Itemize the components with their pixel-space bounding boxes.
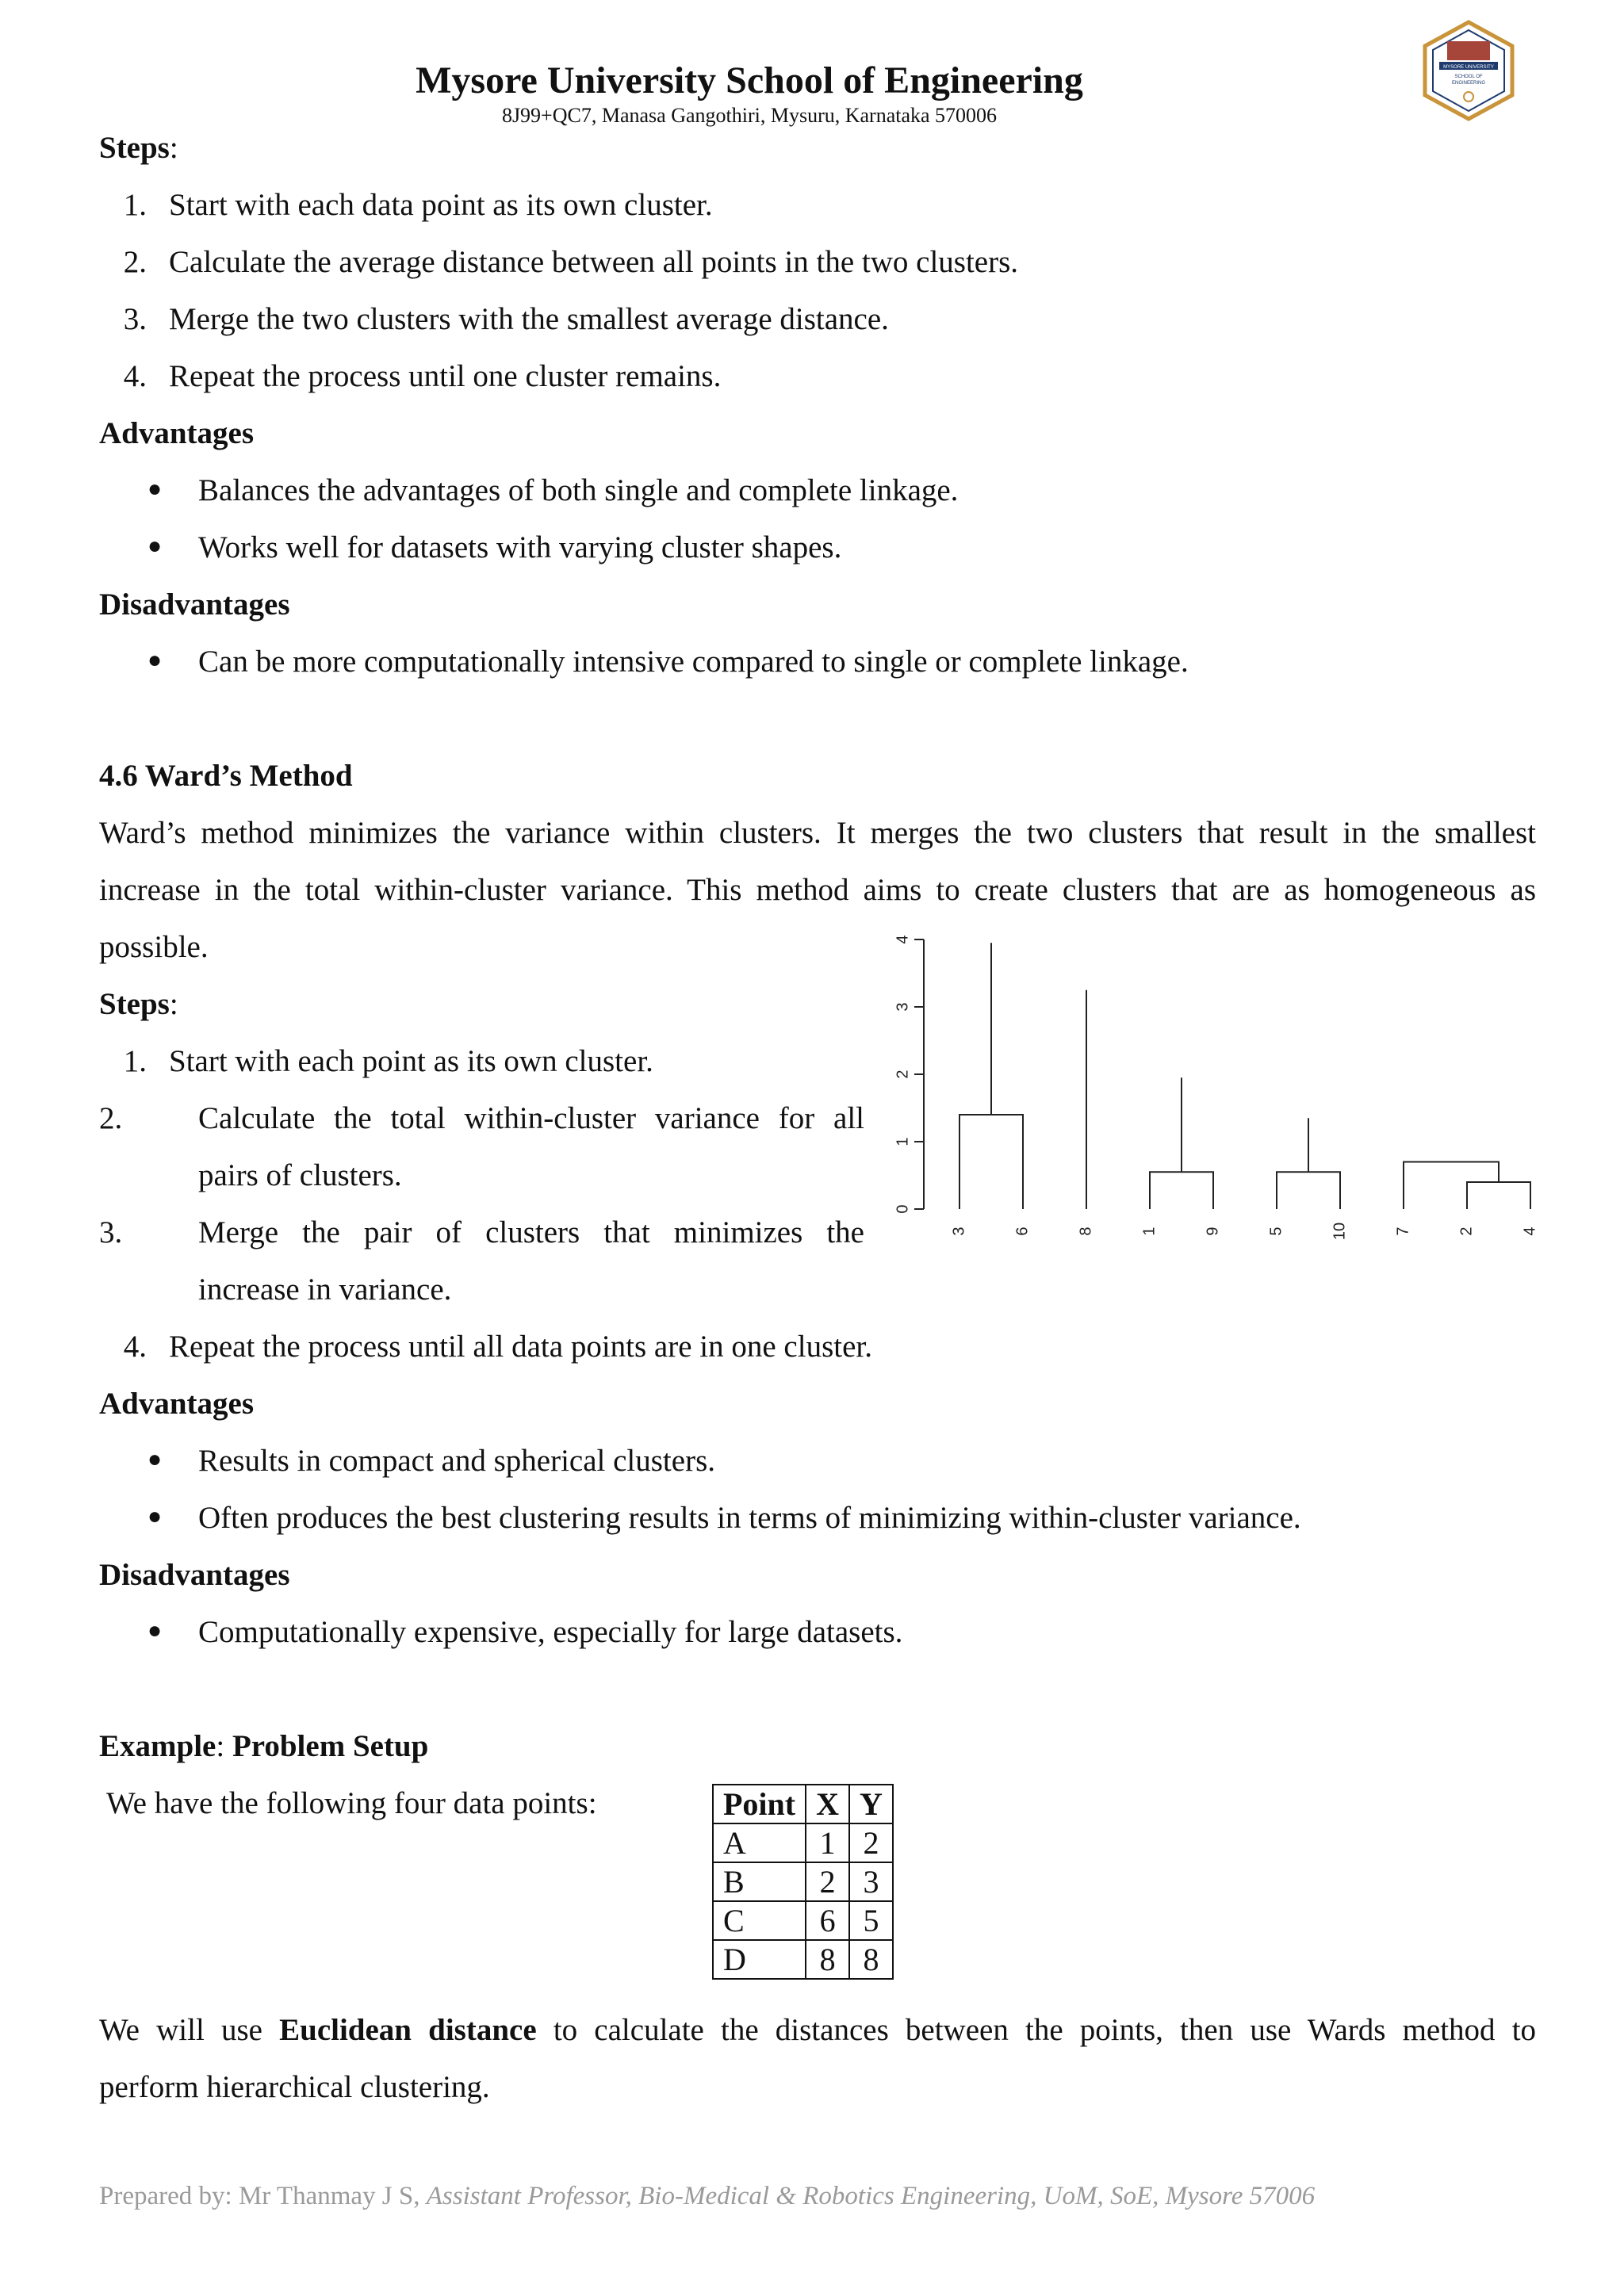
ward-heading: 4.6 Ward’s Method xyxy=(99,759,353,793)
table-cell: D xyxy=(713,1940,806,1979)
example-intro: We have the following four data points: xyxy=(106,1786,597,1820)
page-header-address: 8J99+QC7, Manasa Gangothiri, Mysuru, Karnataka 570006 xyxy=(501,104,998,127)
table-cell: 1 xyxy=(806,1823,849,1862)
ward-step-3-num: 3. xyxy=(99,1215,123,1249)
table-cell: 8 xyxy=(806,1940,849,1979)
table-cell: 2 xyxy=(806,1862,849,1901)
ward-advantage-2: Often produces the best clustering results in terms of minimizing within-cluster variance. xyxy=(198,1501,1301,1535)
avg-steps-heading: Steps: xyxy=(99,131,178,165)
leaf-label: 2 xyxy=(1457,1226,1476,1236)
bullet-icon: ● xyxy=(147,476,163,502)
ward-paragraph-line-1: Ward’s method minimizes the variance within clusters. It merges the two clusters that result in the smallest xyxy=(99,816,1536,850)
table-cell: 6 xyxy=(806,1901,849,1940)
bullet-icon: ● xyxy=(147,533,163,559)
ward-disadvantage-1: Computationally expensive, especially for large datasets. xyxy=(198,1615,903,1649)
table-cell: C xyxy=(713,1901,806,1940)
table-header-row xyxy=(713,1785,893,1823)
y-tick-label: 0 xyxy=(894,1204,912,1214)
dendrogram-link xyxy=(1467,1182,1530,1209)
bullet-icon: ● xyxy=(147,647,163,673)
table-row xyxy=(713,1940,893,1979)
logo-text-line3: ENGINEERING xyxy=(1451,81,1486,86)
university-logo xyxy=(1417,19,1520,122)
ward-step-3-line-2: increase in variance. xyxy=(198,1272,452,1307)
dendrogram-link xyxy=(1404,1162,1499,1210)
data-points-table xyxy=(712,1784,894,1980)
table-cell: A xyxy=(713,1823,806,1862)
ward-step-4: 4. Repeat the process until all data points are in one cluster. xyxy=(123,1330,872,1364)
avg-disadvantage-1: Can be more computationally intensive compared to single or complete linkage. xyxy=(198,645,1189,679)
avg-advantage-1: Balances the advantages of both single and complete linkage. xyxy=(198,473,959,507)
table-header-cell: Y xyxy=(849,1785,893,1823)
dendrogram-link xyxy=(1277,1172,1340,1209)
avg-step-3: 3. Merge the two clusters with the smallest average distance. xyxy=(123,302,889,336)
page-footer: Prepared by: Mr Thanmay J S, Assistant Professor, Bio-Medical & Robotics Engineering, UoM, SoE, Mysore 57006 xyxy=(99,2182,1316,2210)
ward-advantage-1: Results in compact and spherical clusters. xyxy=(198,1444,715,1478)
dendrogram-link xyxy=(959,1115,1023,1209)
bullet-icon: ● xyxy=(147,1503,163,1529)
y-tick-label: 1 xyxy=(894,1137,912,1146)
table-header-cell: X xyxy=(806,1785,849,1823)
avg-step-2: 2. Calculate the average distance between all points in the two clusters. xyxy=(123,245,1019,279)
avg-advantage-2: Works well for datasets with varying cluster shapes. xyxy=(198,530,842,564)
table-row xyxy=(713,1901,893,1940)
leaf-label: 1 xyxy=(1140,1226,1159,1236)
ward-steps-heading: Steps: xyxy=(99,987,178,1021)
avg-step-4: 4. Repeat the process until one cluster remains. xyxy=(123,359,722,393)
example-closing-line-2: perform hierarchical clustering. xyxy=(99,2070,490,2104)
table-header-cell: Point xyxy=(713,1785,806,1823)
example-heading: Example: Problem Setup xyxy=(99,1729,429,1763)
leaf-label: 8 xyxy=(1077,1226,1095,1236)
ward-disadvantages-heading: Disadvantages xyxy=(99,1558,290,1592)
ward-step-2-num: 2. xyxy=(99,1101,123,1135)
ward-paragraph-line-3: possible. xyxy=(99,930,209,964)
table-row xyxy=(713,1823,893,1862)
y-tick-label: 4 xyxy=(894,935,912,944)
bullet-icon: ● xyxy=(147,1617,163,1644)
table-cell: 8 xyxy=(849,1940,893,1979)
table-cell: B xyxy=(713,1862,806,1901)
leaf-label: 4 xyxy=(1521,1226,1539,1236)
ward-step-1: 1. Start with each point as its own cluster. xyxy=(123,1044,653,1078)
ward-step-2-line-2: pairs of clusters. xyxy=(198,1158,402,1192)
leaf-label: 5 xyxy=(1267,1226,1285,1236)
example-closing-line-1: We will use Euclidean distance to calculate the distances between the points, then use Wards method to xyxy=(99,2013,1537,2047)
table-cell: 2 xyxy=(849,1823,893,1862)
leaf-label: 7 xyxy=(1394,1226,1412,1236)
y-tick-label: 2 xyxy=(894,1070,912,1079)
leaf-label: 3 xyxy=(950,1226,968,1236)
table-row xyxy=(713,1862,893,1901)
logo-text-line1: MYSORE UNIVERSITY xyxy=(1443,65,1494,70)
avg-disadvantages-heading: Disadvantages xyxy=(99,587,290,622)
logo-text-line2: SCHOOL OF xyxy=(1454,75,1483,79)
ward-paragraph-line-2: increase in the total within-cluster variance. This method aims to create clusters that are as homogeneous as xyxy=(99,873,1536,907)
page-header-title: Mysore University School of Engineering xyxy=(416,59,1083,101)
ward-step-2-line-1: Calculate the total within-cluster variance for all xyxy=(198,1101,864,1135)
ward-advantages-heading: Advantages xyxy=(99,1387,255,1421)
avg-advantages-heading: Advantages xyxy=(99,416,255,450)
ward-step-3-line-1: Merge the pair of clusters that minimizes the xyxy=(198,1215,864,1249)
leaf-label: 6 xyxy=(1013,1226,1032,1236)
y-tick-label: 3 xyxy=(894,1002,912,1012)
bullet-icon: ● xyxy=(147,1446,163,1472)
table-cell: 5 xyxy=(849,1901,893,1940)
avg-step-1: 1. Start with each data point as its own cluster. xyxy=(123,188,713,222)
dendrogram-chart xyxy=(880,920,1546,1245)
leaf-label: 10 xyxy=(1331,1222,1349,1241)
leaf-label: 9 xyxy=(1204,1226,1222,1236)
table-cell: 3 xyxy=(849,1862,893,1901)
dendrogram-link xyxy=(1150,1172,1213,1209)
